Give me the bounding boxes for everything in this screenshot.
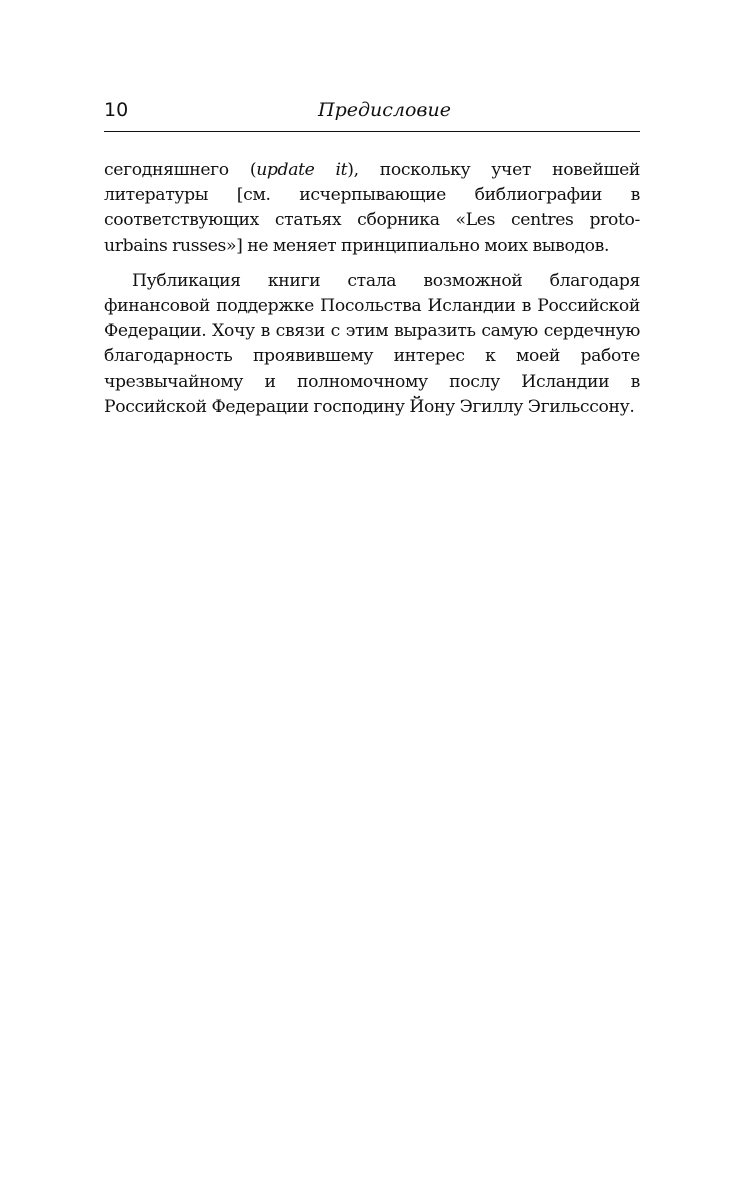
italic-phrase: update it: [256, 160, 348, 180]
body-text: [104, 158, 640, 430]
page-header: [104, 96, 640, 132]
page-number: 10: [104, 99, 129, 121]
paragraph-text-after-italic: ), поскольку учет новейшей литературы [см. исчерпывающие библиографии в соответствующих статьях сборника «Les centres proto-urbains russes»] не меняет принципиально моих выводов.: [104, 160, 640, 256]
paragraph-text-before-italic: сегодняшнего (: [104, 160, 257, 180]
header-rule: [104, 131, 640, 132]
paragraph-acknowledgement: Публикация книги стала возможной благодаря финансовой поддержке Посольства Исландии в Российской Федерации. Хочу в связи с этим выразить самую сердечную благодарность проявившему интерес к моей работе чрезвычайному и полномочному послу Исландии в Российской Федерации господину Йону Эгиллу Эгильссону.: [104, 270, 640, 417]
paragraph-continuation: [104, 158, 640, 259]
running-title: Предисловие: [318, 99, 451, 121]
